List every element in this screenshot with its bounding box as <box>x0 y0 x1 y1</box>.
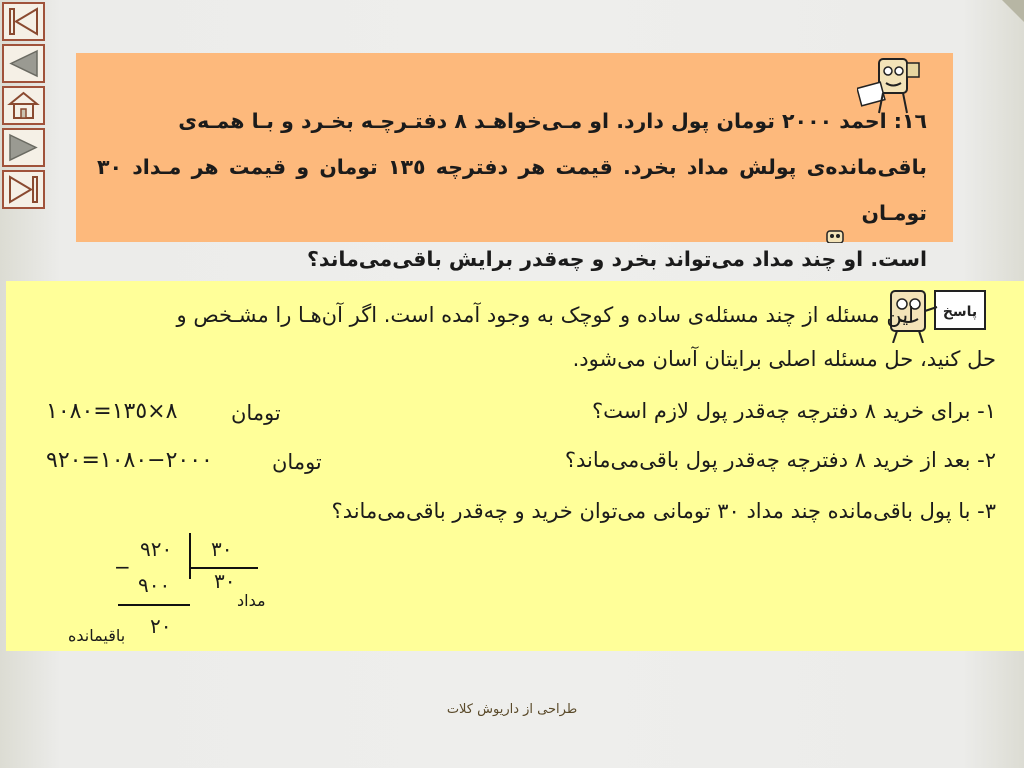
step-2-question: ٢- بعد از خرید ٨ دفترچه چه‌قدر پول باقی‌می‌ماند؟ <box>564 448 996 472</box>
skip-to-end-icon <box>7 174 40 205</box>
step-1-question: ١- برای خرید ٨ دفترچه چه‌قدر پول لازم است؟ <box>592 399 996 423</box>
answer-intro-line-1: این مسئله از چند مسئله‌ی ساده و کوچک به وجود آمده است. اگر آن‌هـا را مشـخص و <box>176 303 914 327</box>
question-line-2: باقی‌مانده‌ی پولش مداد بخرد. قیمت هر دفترچه ١٣٥ تومان و قیمت هر مـداد ٣٠ تومـان <box>97 155 928 225</box>
question-text <box>97 98 927 282</box>
play-right-icon <box>7 132 40 163</box>
division-quotient: ٣٠ <box>214 569 236 593</box>
remainder-label: باقیمانده <box>68 626 126 645</box>
author-credit: طراحی از داریوش کلات <box>446 702 578 717</box>
previous-slide-button[interactable] <box>2 44 45 83</box>
home-button[interactable] <box>2 86 45 125</box>
step-2-calculation: ٢٠٠٠−١٠٨٠=٩٢٠ <box>46 448 213 473</box>
division-remainder: ٢٠ <box>150 614 172 638</box>
step-3-question: ٣- با پول باقی‌مانده چند مداد ٣٠ تومانی می‌توان خرید و چه‌قدر باقی‌می‌ماند؟ <box>331 499 996 523</box>
answer-badge-label: پاسخ <box>942 304 978 320</box>
next-slide-button[interactable] <box>2 128 45 167</box>
division-dividend: ٩٢٠ <box>140 537 173 561</box>
corner-decoration <box>1002 0 1024 22</box>
step-2-unit: تومان <box>272 450 322 474</box>
answer-intro-line-2: حل کنید، حل مسئله اصلی برایتان آسان می‌شود. <box>572 347 996 371</box>
home-icon <box>7 90 40 121</box>
first-slide-button[interactable] <box>2 2 45 41</box>
play-left-icon <box>7 48 40 79</box>
question-box <box>76 53 953 271</box>
question-line-1: ١٦: احمد ٢٠٠٠ تومان پول دارد. او مـی‌خواهـد ٨ دفتـرچـه بخـرد و بـا همـه‌ی <box>178 109 927 133</box>
step-1-calculation: ٨×١٣٥=١٠٨٠ <box>46 399 178 424</box>
step-1-unit: تومان <box>231 401 281 425</box>
slide-navigation <box>2 2 49 212</box>
question-line-3: است. او چند مداد می‌تواند بخرد و چه‌قدر برایش باقی‌می‌ماند؟ <box>306 247 927 271</box>
mascot-peek-icon <box>821 229 861 243</box>
last-slide-button[interactable] <box>2 170 45 209</box>
division-subtract: ٩٠٠ <box>138 573 171 597</box>
skip-to-start-icon <box>7 6 40 37</box>
quotient-label: مداد <box>237 591 266 610</box>
answer-box <box>6 281 1024 651</box>
division-divisor: ٣٠ <box>211 537 233 561</box>
division-minus-sign: − <box>114 555 131 579</box>
